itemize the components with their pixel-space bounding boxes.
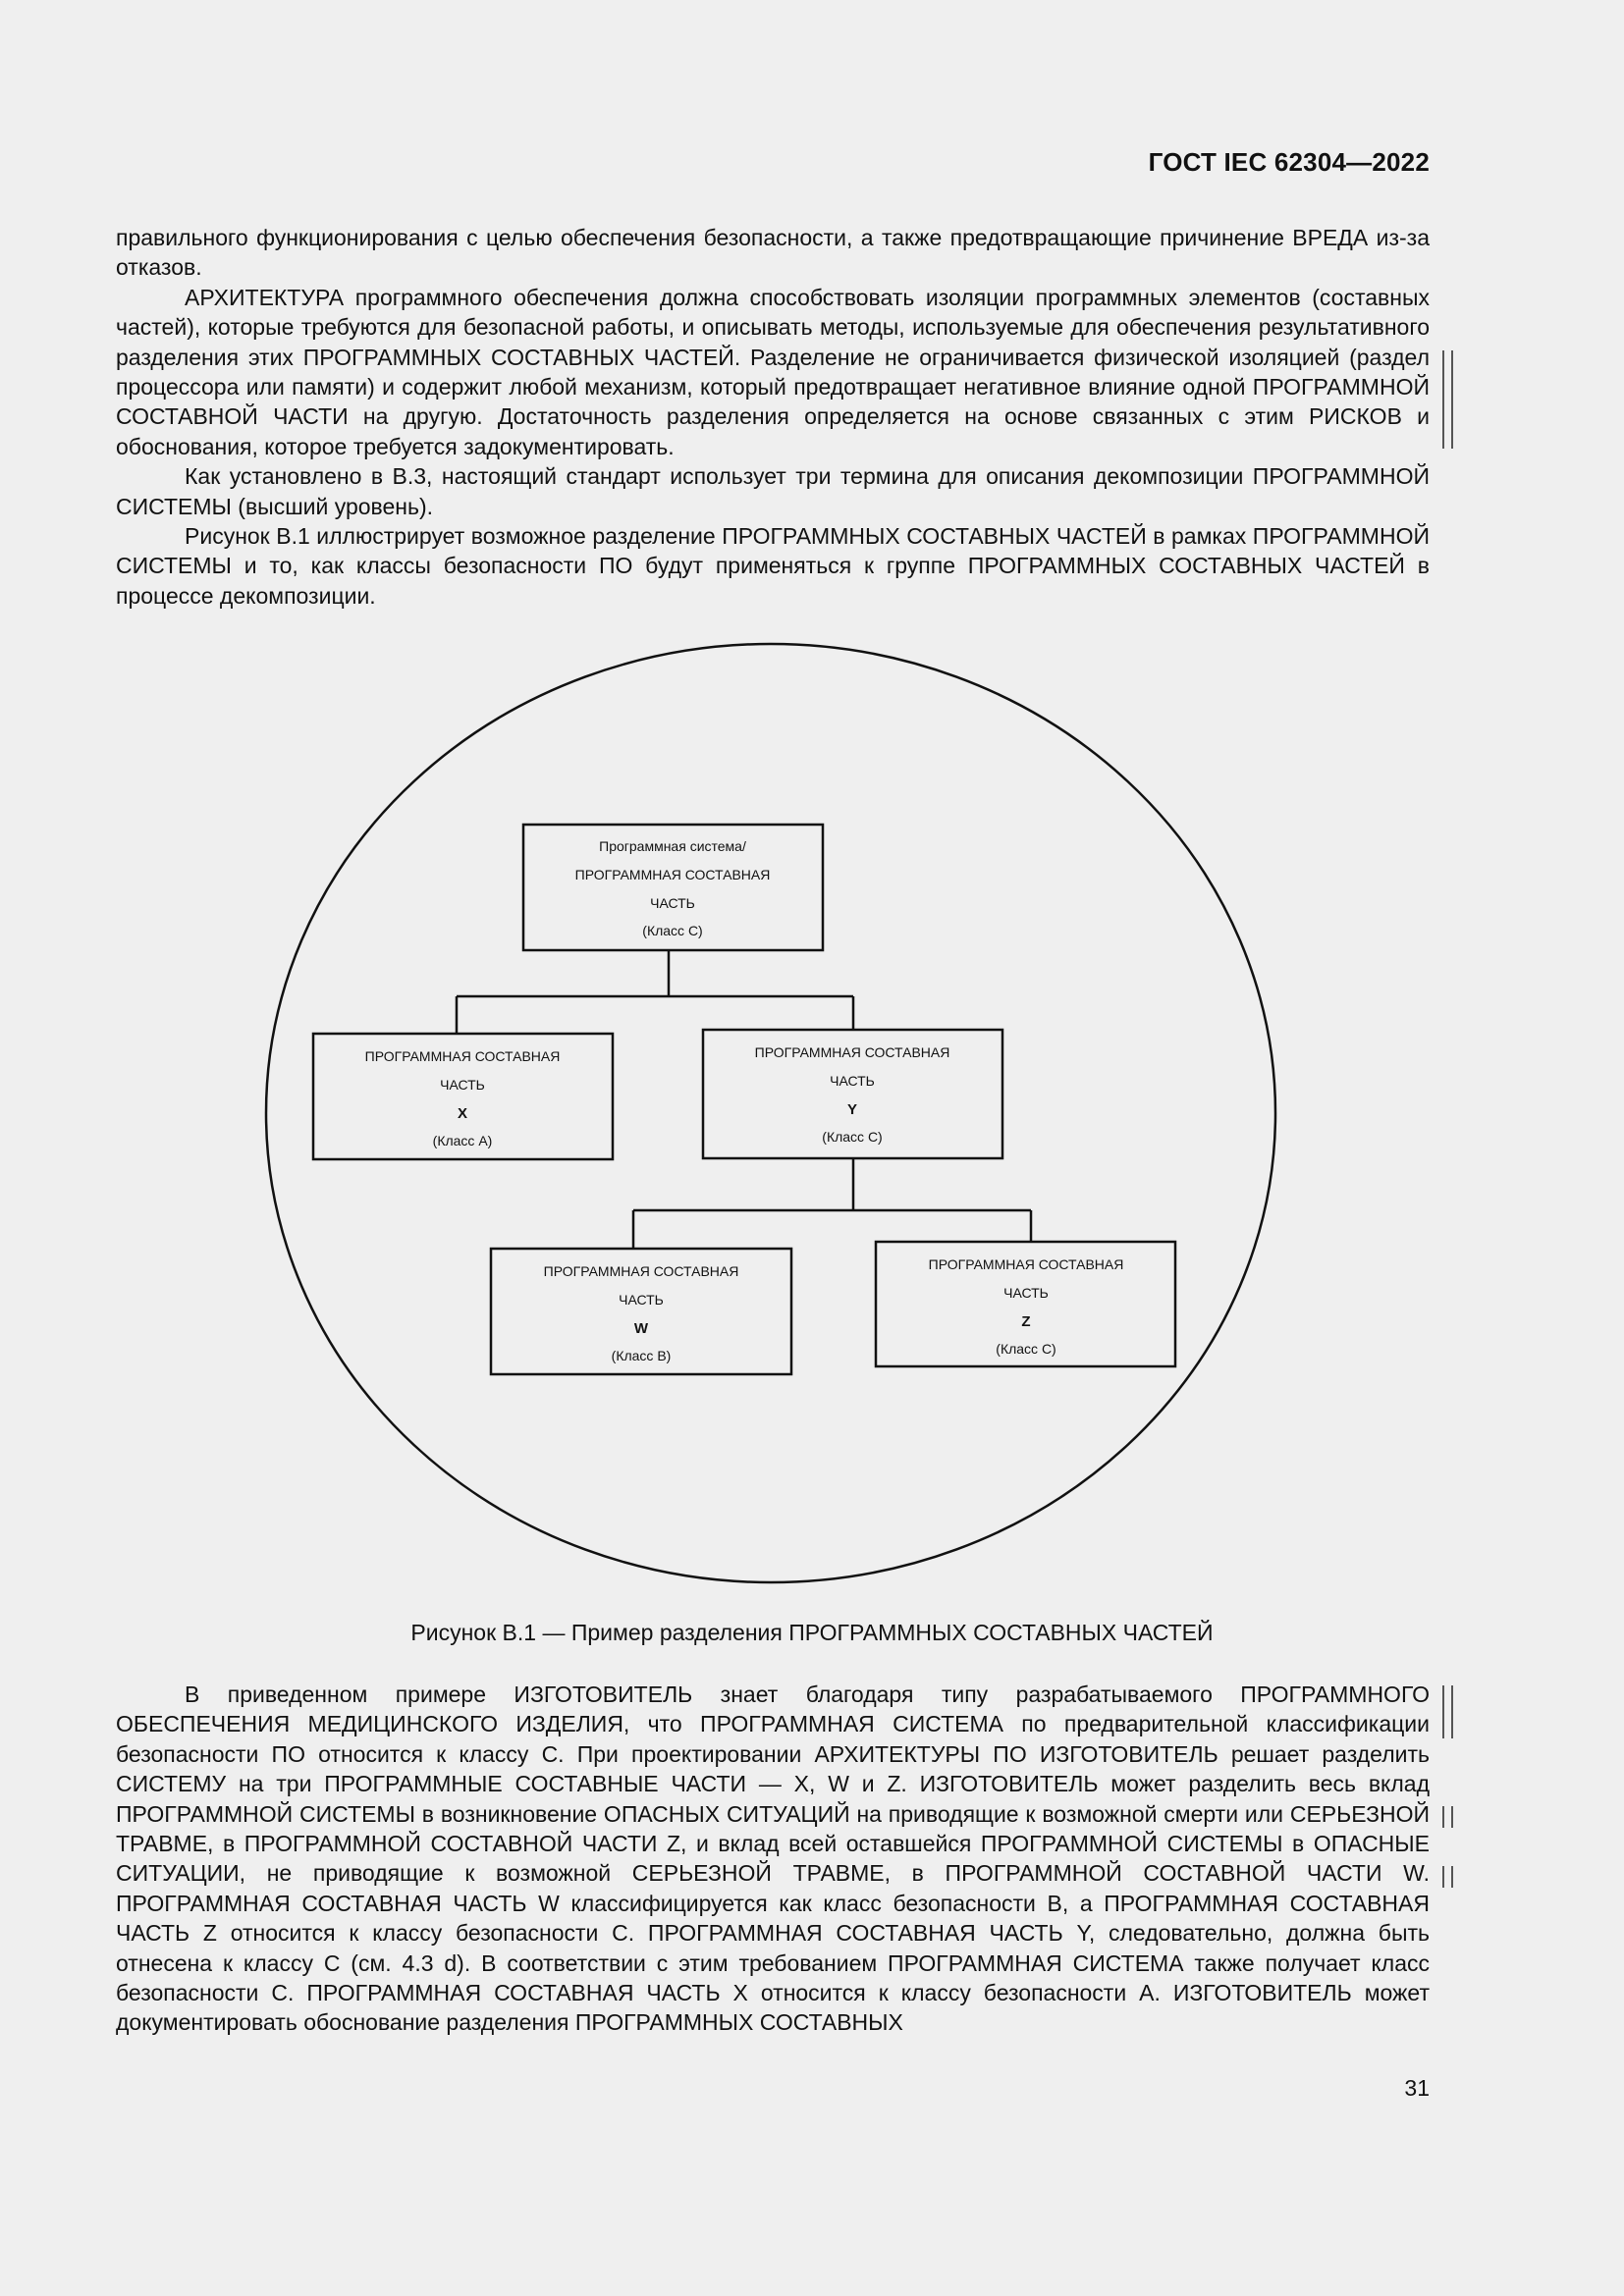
root-component-box: [523, 825, 823, 950]
component-z-box: [876, 1242, 1175, 1366]
revision-bar: [1442, 1806, 1453, 1828]
component-x-id: X: [457, 1105, 468, 1122]
root-label: ПРОГРАММНАЯ СОСТАВНАЯ: [574, 867, 771, 882]
paragraph: Рисунок В.1 иллюстрирует возможное разделение ПРОГРАММНЫХ СОСТАВНЫХ ЧАСТЕЙ в рамках ПРОГРАММНОЙ СИСТЕМЫ и то, как классы безопасности ПО будут применяться к группе ПРОГРАММНЫХ СОСТАВНЫХ ЧАСТЕЙ в процессе декомпозиции.: [116, 523, 1430, 609]
component-z-class: (Класс С): [996, 1341, 1056, 1357]
component-z-id: Z: [1021, 1313, 1031, 1330]
svg-text:ПРОГРАММНАЯ СОСТАВНАЯ: ПРОГРАММНАЯ СОСТАВНАЯ: [928, 1256, 1124, 1272]
document-header: ГОСТ IEC 62304—2022: [1148, 147, 1430, 177]
component-x-box: [313, 1034, 613, 1159]
paragraph: Как установлено в В.3, настоящий стандарт использует три термина для описания декомпозиции ПРОГРАММНОЙ СИСТЕМЫ (высший уровень).: [116, 463, 1430, 519]
paragraph: правильного функционирования с целью обеспечения безопасности, а также предотвращающие причинение ВРЕДА из-за отказов.: [116, 225, 1430, 281]
system-boundary-ellipse: [266, 644, 1275, 1582]
svg-text:ЧАСТЬ: ЧАСТЬ: [619, 1292, 664, 1308]
connector-lines: [457, 950, 1031, 1249]
svg-text:ПРОГРАММНАЯ СОСТАВНАЯ: ПРОГРАММНАЯ СОСТАВНАЯ: [364, 1048, 561, 1064]
svg-text:ПРОГРАММНАЯ СОСТАВНАЯ: ПРОГРАММНАЯ СОСТАВНАЯ: [754, 1044, 950, 1060]
figure-caption: Рисунок В.1 — Пример разделения ПРОГРАММНЫХ СОСТАВНЫХ ЧАСТЕЙ: [410, 1620, 1214, 1645]
revision-bar: [1442, 1866, 1453, 1888]
body-text-bottom: [116, 1680, 1430, 2038]
revision-bar: [1442, 1685, 1453, 1738]
component-y-class: (Класс С): [822, 1129, 883, 1145]
component-y-id: Y: [846, 1101, 858, 1118]
root-class: (Класс С): [642, 923, 703, 938]
component-y-box: [703, 1030, 1002, 1158]
component-w-box: [491, 1249, 791, 1374]
root-title: Программная система/: [599, 838, 746, 854]
component-w-id: W: [633, 1320, 649, 1337]
paragraph: АРХИТЕКТУРА программного обеспечения должна способствовать изоляции программных элементов (составных частей), которые требуются для безопасной работы, и описывать методы, используемые для обеспечения результативного разделения этих ПРОГРАММНЫХ СОСТАВНЫХ ЧАСТЕЙ. Разделение не ограничивается физической изоляцией (раздел процессора или памяти) и содержит любой механизм, который предотвращает негативное влияние одной ПРОГРАММНОЙ СОСТАВНОЙ ЧАСТИ на другую. Достаточность разделения определяется на основе связанных с этим РИСКОВ и обоснования, которое требуется задокументировать.: [116, 284, 1430, 459]
component-x-class: (Класс А): [432, 1133, 493, 1148]
paragraph: В приведенном примере ИЗГОТОВИТЕЛЬ знает благодаря типу разрабатываемого ПРОГРАММНОГО ОБЕСПЕЧЕНИЯ МЕДИЦИНСКОГО ИЗДЕЛИЯ, что ПРОГРАММНАЯ СИСТЕМА по предварительной классификации безопасности ПО относится к классу С. При проектировании АРХИТЕКТУРЫ ПО ИЗГОТОВИТЕЛЬ решает разделить СИСТЕМУ на три ПРОГРАММНЫЕ СОСТАВНЫЕ ЧАСТИ — X, W и Z. ИЗГОТОВИТЕЛЬ может разделить весь вклад ПРОГРАММНОЙ СИСТЕМЫ в возникновение ОПАСНЫХ СИТУАЦИЙ на приводящие к возможной смерти или СЕРЬЕЗНОЙ ТРАВМЕ, в ПРОГРАММНОЙ СОСТАВНОЙ ЧАСТИ Z, и вклад всей оставшейся ПРОГРАММНОЙ СИСТЕМЫ в ОПАСНЫЕ СИТУАЦИИ, не приводящие к возможной СЕРЬЕЗНОЙ ТРАВМЕ, в ПРОГРАММНОЙ СОСТАВНОЙ ЧАСТИ W. ПРОГРАММНАЯ СОСТАВНАЯ ЧАСТЬ W классифицируется как класс безопасности В, а ПРОГРАММНАЯ СОСТАВНАЯ ЧАСТЬ Z относится к классу безопасности С. ПРОГРАММНАЯ СОСТАВНАЯ ЧАСТЬ Y, следовательно, должна быть отнесена к классу С (см. 4.3 d). В соответствии с этим требованием ПРОГРАММНАЯ СИСТЕМА также получает класс безопасности С. ПРОГРАММНАЯ СОСТАВНАЯ ЧАСТЬ X относится к классу безопасности А. ИЗГОТОВИТЕЛЬ может документировать обоснование разделения ПРОГРАММНЫХ СОСТАВНЫХ: [116, 1682, 1430, 2036]
root-label-2: ЧАСТЬ: [650, 895, 695, 911]
page-number: 31: [1404, 2075, 1430, 2101]
svg-text:ПРОГРАММНАЯ СОСТАВНАЯ: ПРОГРАММНАЯ СОСТАВНАЯ: [543, 1263, 739, 1279]
svg-text:ЧАСТЬ: ЧАСТЬ: [1003, 1285, 1049, 1301]
svg-text:ЧАСТЬ: ЧАСТЬ: [830, 1073, 875, 1089]
component-w-class: (Класс В): [611, 1348, 672, 1363]
svg-text:ЧАСТЬ: ЧАСТЬ: [440, 1077, 485, 1093]
